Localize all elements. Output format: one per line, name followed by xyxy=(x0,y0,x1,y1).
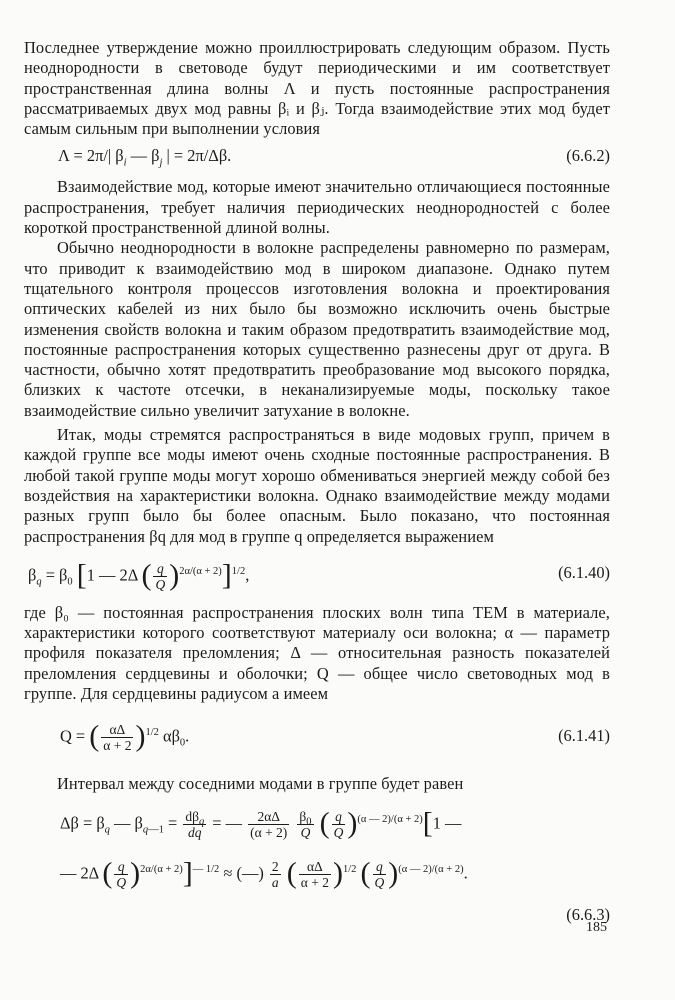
page-number: 185 xyxy=(586,920,607,935)
paragraph-5: где β₀ — постоянная распространения плоских волн типа TEM в материале, характеристики которого соответствуют материалу оси волокна; α — параметр профиля показателя преломления; Δ — относительная разность показателей преломления сердцевины и оболочки; Q — общее число световодных мод в группе. Для сердцевины радиусом a имеем xyxy=(24,602,610,704)
equation-6-6-3: $\Delta\beta = \beta_q$ — $\beta_{q—1}$ = $\frac{d\beta_q}{dq}$ = — $\frac{2\alpha\Delta}{(\alpha + 2)}$ $\frac{\beta_0}{Q}$ ( $\frac{q}{Q}$ )$^{(\alpha — 2)/(\alpha + 2)}$[1 — — 2Δ ( $\frac{q}{Q}$ )$^{2\alpha/(\alpha + 2)}$]$^{— 1/2}$ ≈ (—) $\frac{2}{a}$ ( $\frac{\alpha\Delta}{\alpha + 2}$ )$^{1/2}$ ( $\frac{q}{Q}$ )$^{(\alpha — 2)/(\alpha + 2)}$. (6.6.3) xyxy=(60,805,610,924)
page-body xyxy=(24,38,610,927)
equation-6-1-40: $\beta_q = \beta_0$ [1 — 2Δ ( $\frac{q}{Q}$ )$^{2\alpha/(\alpha + 2)}$]$^{1/2}$, (6.1.40) xyxy=(28,558,610,592)
equation-number: (6.1.41) xyxy=(558,726,610,746)
paragraph-2: Взаимодействие мод, которые имеют значительно отличающиеся постоянные распространения, требует наличия периодических неоднородностей с более короткой пространственной длиной волны. xyxy=(24,177,610,238)
equation-6-1-41: Q = ( $\frac{\alpha\Delta}{\alpha + 2}$ )$^{1/2}$ $\alpha\beta_0$. (6.1.41) xyxy=(60,719,610,754)
paragraph-3: Обычно неоднородности в волокне распределены равномерно по размерам, что приводит к взаимодействию мод в широком диапазоне. Однако путем тщательного контроля процессов изготовления волокна и проектирования оптических кабелей из них было бы возможно исключить очень быстрые изменения свойств волокна и таким образом предотвратить взаимодействие мод, постоянные распространения которых существенно разнесены друг от друга. В частности, обычно хотят предотвратить преобразование мод высокого порядка, близких к частоте отсечки, в неканализируемые моды, поскольку такое взаимодействие сильно увеличит затухание в волокне. xyxy=(24,238,610,420)
paragraph-1: Последнее утверждение можно проиллюстрировать следующим образом. Пусть неоднородности в световоде будут периодическими и им соответствует пространственная длина волны Λ и пусть постоянные распространения рассматриваемых двух мод равны βᵢ и βⱼ. Тогда взаимодействие этих мод будет самым сильным при выполнении условия xyxy=(24,38,610,139)
paragraph-6: Интервал между соседними модами в группе будет равен xyxy=(57,774,464,794)
equation-number: (6.1.40) xyxy=(558,562,610,582)
equation-6-6-2: Λ = 2π/| $\beta_i$ — $\beta_j$ | = 2π/Δβ. (6.6.2) xyxy=(58,146,610,169)
equation-number: (6.6.3) xyxy=(566,904,610,924)
equation-number: (6.6.2) xyxy=(566,146,610,166)
paragraph-4: Итак, моды стремятся распространяться в виде модовых групп, причем в каждой группе все моды имеют очень сходные постоянные распространения. В любой такой группе моды могут хорошо обмениваться энергией между собой без воздействия на характеристики волокна. Однако взаимодействие между модами разных групп было бы более опасным. Было показано, что постоянная распространения βq для мод в группе q определяется выражением xyxy=(24,425,610,546)
